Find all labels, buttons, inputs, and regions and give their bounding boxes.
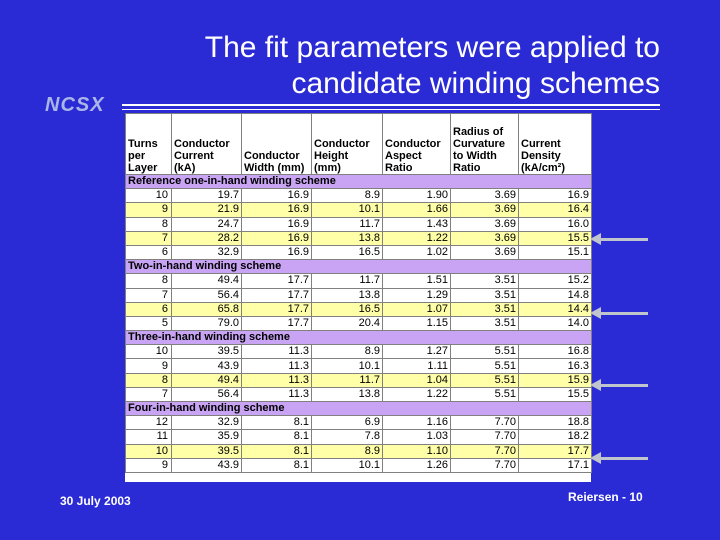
table-cell: 79.0	[172, 316, 242, 330]
table-cell: 10.1	[312, 203, 383, 217]
table-cell: 1.90	[383, 189, 451, 203]
table-cell: 5.51	[451, 345, 519, 359]
table-cell: 1.16	[383, 416, 451, 430]
table-cell: 3.69	[451, 217, 519, 231]
table-cell: 20.4	[312, 316, 383, 330]
column-header-line: (mm)	[314, 162, 341, 174]
arrow-head-icon	[590, 379, 601, 391]
table-row	[126, 217, 592, 231]
table-row	[126, 458, 592, 472]
table-cell: 8.9	[312, 444, 383, 458]
slide-title-line-1: The fit parameters were applied to	[204, 31, 660, 64]
table-cell: 1.10	[383, 444, 451, 458]
column-header-line: to Width	[453, 150, 497, 162]
table-cell: 14.4	[519, 302, 592, 316]
table-cell: 1.07	[383, 302, 451, 316]
table-cell: 1.03	[383, 430, 451, 444]
table-cell: 35.9	[172, 430, 242, 444]
arrow-head-icon	[590, 452, 601, 464]
table-cell: 3.51	[451, 316, 519, 330]
table-cell: 16.9	[242, 217, 312, 231]
table-cell: 1.51	[383, 274, 451, 288]
table-cell: 3.51	[451, 288, 519, 302]
column-header-line: Width (mm)	[244, 162, 305, 174]
page-footer: Reiersen - 10	[568, 490, 643, 504]
table-cell: 28.2	[172, 231, 242, 245]
table-cell: 21.9	[172, 203, 242, 217]
column-header-line: Current	[521, 138, 561, 150]
title-underline	[122, 104, 660, 106]
table-cell: 5	[126, 316, 172, 330]
slide-title-line-2: candidate winding schemes	[291, 67, 660, 100]
table-cell: 17.7	[519, 444, 592, 458]
column-header-line: Layer	[128, 162, 158, 174]
table-cell: 11.7	[312, 274, 383, 288]
table-cell: 15.1	[519, 245, 592, 259]
table-cell: 1.22	[383, 231, 451, 245]
table-cell: 1.22	[383, 387, 451, 401]
table-row	[126, 231, 592, 245]
column-header-line: Conductor	[314, 138, 370, 150]
column-header-line: Curvature	[453, 138, 505, 150]
ncsx-logo: NCSX	[45, 94, 105, 116]
table-row	[126, 302, 592, 316]
table-cell: 49.4	[172, 274, 242, 288]
table-cell: 11.7	[312, 373, 383, 387]
highlight-arrow-3	[600, 384, 648, 387]
table-cell: 8.1	[242, 444, 312, 458]
table-cell: 8.1	[242, 458, 312, 472]
section-title: Three-in-hand winding scheme	[126, 331, 592, 345]
table-cell: 1.04	[383, 373, 451, 387]
table-cell: 16.5	[312, 302, 383, 316]
highlight-arrow-2	[600, 312, 648, 315]
table-cell: 9	[126, 458, 172, 472]
table-cell: 32.9	[172, 416, 242, 430]
table-cell: 1.29	[383, 288, 451, 302]
column-header	[383, 114, 451, 175]
column-header-line: (kA)	[174, 162, 196, 174]
column-header-line: per	[128, 150, 146, 162]
table-cell: 11.3	[242, 387, 312, 401]
table-cell: 16.5	[312, 245, 383, 259]
section-title: Reference one-in-hand winding scheme	[126, 175, 592, 189]
table-cell: 1.26	[383, 458, 451, 472]
table-cell: 3.69	[451, 231, 519, 245]
table-cell: 8	[126, 217, 172, 231]
highlight-arrow-1	[600, 238, 648, 241]
table-cell: 1.02	[383, 245, 451, 259]
table-cell: 13.8	[312, 288, 383, 302]
table-cell: 16.4	[519, 203, 592, 217]
table-cell: 1.43	[383, 217, 451, 231]
column-header-line: Ratio	[385, 162, 413, 174]
table-cell: 32.9	[172, 245, 242, 259]
table-cell: 17.7	[242, 288, 312, 302]
table-row	[126, 416, 592, 430]
table-cell: 11.7	[312, 217, 383, 231]
table-cell: 1.11	[383, 359, 451, 373]
table-cell: 6.9	[312, 416, 383, 430]
column-header-line: Density	[521, 150, 561, 162]
table-cell: 24.7	[172, 217, 242, 231]
table-cell: 49.4	[172, 373, 242, 387]
table-cell: 5.51	[451, 359, 519, 373]
table-cell: 16.9	[242, 189, 312, 203]
column-header-line: Aspect	[385, 150, 422, 162]
column-header	[519, 114, 592, 175]
table-cell: 6	[126, 245, 172, 259]
date-footer: 30 July 2003	[60, 494, 131, 508]
table-header-row	[126, 114, 592, 175]
title-underline-thin	[122, 109, 660, 110]
slide-title	[160, 30, 660, 102]
column-header	[451, 114, 519, 175]
table-row	[126, 373, 592, 387]
column-header	[312, 114, 383, 175]
column-header	[242, 114, 312, 175]
column-header-line: (kA/cm²)	[521, 162, 566, 174]
table-cell: 56.4	[172, 387, 242, 401]
table-cell: 1.66	[383, 203, 451, 217]
table-cell: 39.5	[172, 345, 242, 359]
table-cell: 11.3	[242, 359, 312, 373]
table-cell: 13.8	[312, 387, 383, 401]
table-cell: 7.70	[451, 444, 519, 458]
table-cell: 7.70	[451, 458, 519, 472]
table-cell: 15.9	[519, 373, 592, 387]
table-cell: 8.1	[242, 430, 312, 444]
section-title: Two-in-hand winding scheme	[126, 260, 592, 274]
table-cell: 16.9	[242, 203, 312, 217]
table-row	[126, 359, 592, 373]
table-cell: 14.0	[519, 316, 592, 330]
table-cell: 8.9	[312, 345, 383, 359]
table-cell: 10	[126, 444, 172, 458]
column-header-line: Conductor	[174, 138, 230, 150]
column-header-line: Radius of	[453, 126, 504, 138]
table-cell: 16.9	[519, 189, 592, 203]
table-cell: 13.8	[312, 231, 383, 245]
table-cell: 3.69	[451, 203, 519, 217]
table-cell: 18.8	[519, 416, 592, 430]
table-cell: 7	[126, 387, 172, 401]
table-cell: 17.7	[242, 316, 312, 330]
table-cell: 7	[126, 288, 172, 302]
table-cell: 16.0	[519, 217, 592, 231]
table-cell: 17.7	[242, 302, 312, 316]
table-cell: 8.9	[312, 189, 383, 203]
section-title: Four-in-hand winding scheme	[126, 402, 592, 416]
table-cell: 14.8	[519, 288, 592, 302]
table-cell: 15.5	[519, 231, 592, 245]
table-cell: 6	[126, 302, 172, 316]
table-cell: 43.9	[172, 458, 242, 472]
table-cell: 15.2	[519, 274, 592, 288]
arrow-head-icon	[590, 233, 601, 245]
table-cell: 7.70	[451, 430, 519, 444]
table-cell: 15.5	[519, 387, 592, 401]
table-cell: 10.1	[312, 359, 383, 373]
table-cell: 10	[126, 189, 172, 203]
section-header-row	[126, 260, 592, 274]
table-row	[126, 444, 592, 458]
table-cell: 12	[126, 416, 172, 430]
table-cell: 18.2	[519, 430, 592, 444]
section-header-row	[126, 175, 592, 189]
section-header-row	[126, 402, 592, 416]
column-header-line: Turns	[128, 138, 158, 150]
table-cell: 7.70	[451, 416, 519, 430]
column-header-line: Conductor	[244, 150, 300, 162]
table-cell: 7	[126, 231, 172, 245]
table-row	[126, 288, 592, 302]
table-cell: 5.51	[451, 387, 519, 401]
arrow-head-icon	[590, 307, 601, 319]
table-cell: 56.4	[172, 288, 242, 302]
table-row	[126, 274, 592, 288]
table-cell: 19.7	[172, 189, 242, 203]
table-cell: 16.9	[242, 245, 312, 259]
table-cell: 10.1	[312, 458, 383, 472]
table-cell: 1.15	[383, 316, 451, 330]
table-cell: 11.3	[242, 373, 312, 387]
table-cell: 65.8	[172, 302, 242, 316]
table-cell: 17.7	[242, 274, 312, 288]
table-row	[126, 203, 592, 217]
table-cell: 16.3	[519, 359, 592, 373]
table-row	[126, 345, 592, 359]
table-cell: 3.69	[451, 245, 519, 259]
table-row	[126, 387, 592, 401]
table-cell: 10	[126, 345, 172, 359]
table-cell: 17.1	[519, 458, 592, 472]
table-cell: 43.9	[172, 359, 242, 373]
table-cell: 3.51	[451, 274, 519, 288]
table-row	[126, 189, 592, 203]
column-header-line: Conductor	[385, 138, 441, 150]
table-cell: 7.8	[312, 430, 383, 444]
table-cell: 11	[126, 430, 172, 444]
winding-scheme-table-container	[125, 113, 591, 482]
table-cell: 8.1	[242, 416, 312, 430]
column-header-line: Height	[314, 150, 349, 162]
table-cell: 3.69	[451, 189, 519, 203]
table-row	[126, 245, 592, 259]
table-cell: 1.27	[383, 345, 451, 359]
column-header	[172, 114, 242, 175]
table-cell: 8	[126, 274, 172, 288]
column-header-line	[244, 138, 309, 150]
section-header-row	[126, 331, 592, 345]
table-cell: 9	[126, 359, 172, 373]
table-row	[126, 316, 592, 330]
table-row	[126, 430, 592, 444]
table-cell: 9	[126, 203, 172, 217]
table-cell: 5.51	[451, 373, 519, 387]
column-header-line: Current	[174, 150, 214, 162]
table-cell: 16.9	[242, 231, 312, 245]
column-header-line: Ratio	[453, 162, 481, 174]
table-cell: 39.5	[172, 444, 242, 458]
column-header	[126, 114, 172, 175]
table-cell: 16.8	[519, 345, 592, 359]
winding-scheme-table	[125, 113, 592, 473]
highlight-arrow-4	[600, 457, 648, 460]
table-cell: 8	[126, 373, 172, 387]
table-cell: 11.3	[242, 345, 312, 359]
table-cell: 3.51	[451, 302, 519, 316]
